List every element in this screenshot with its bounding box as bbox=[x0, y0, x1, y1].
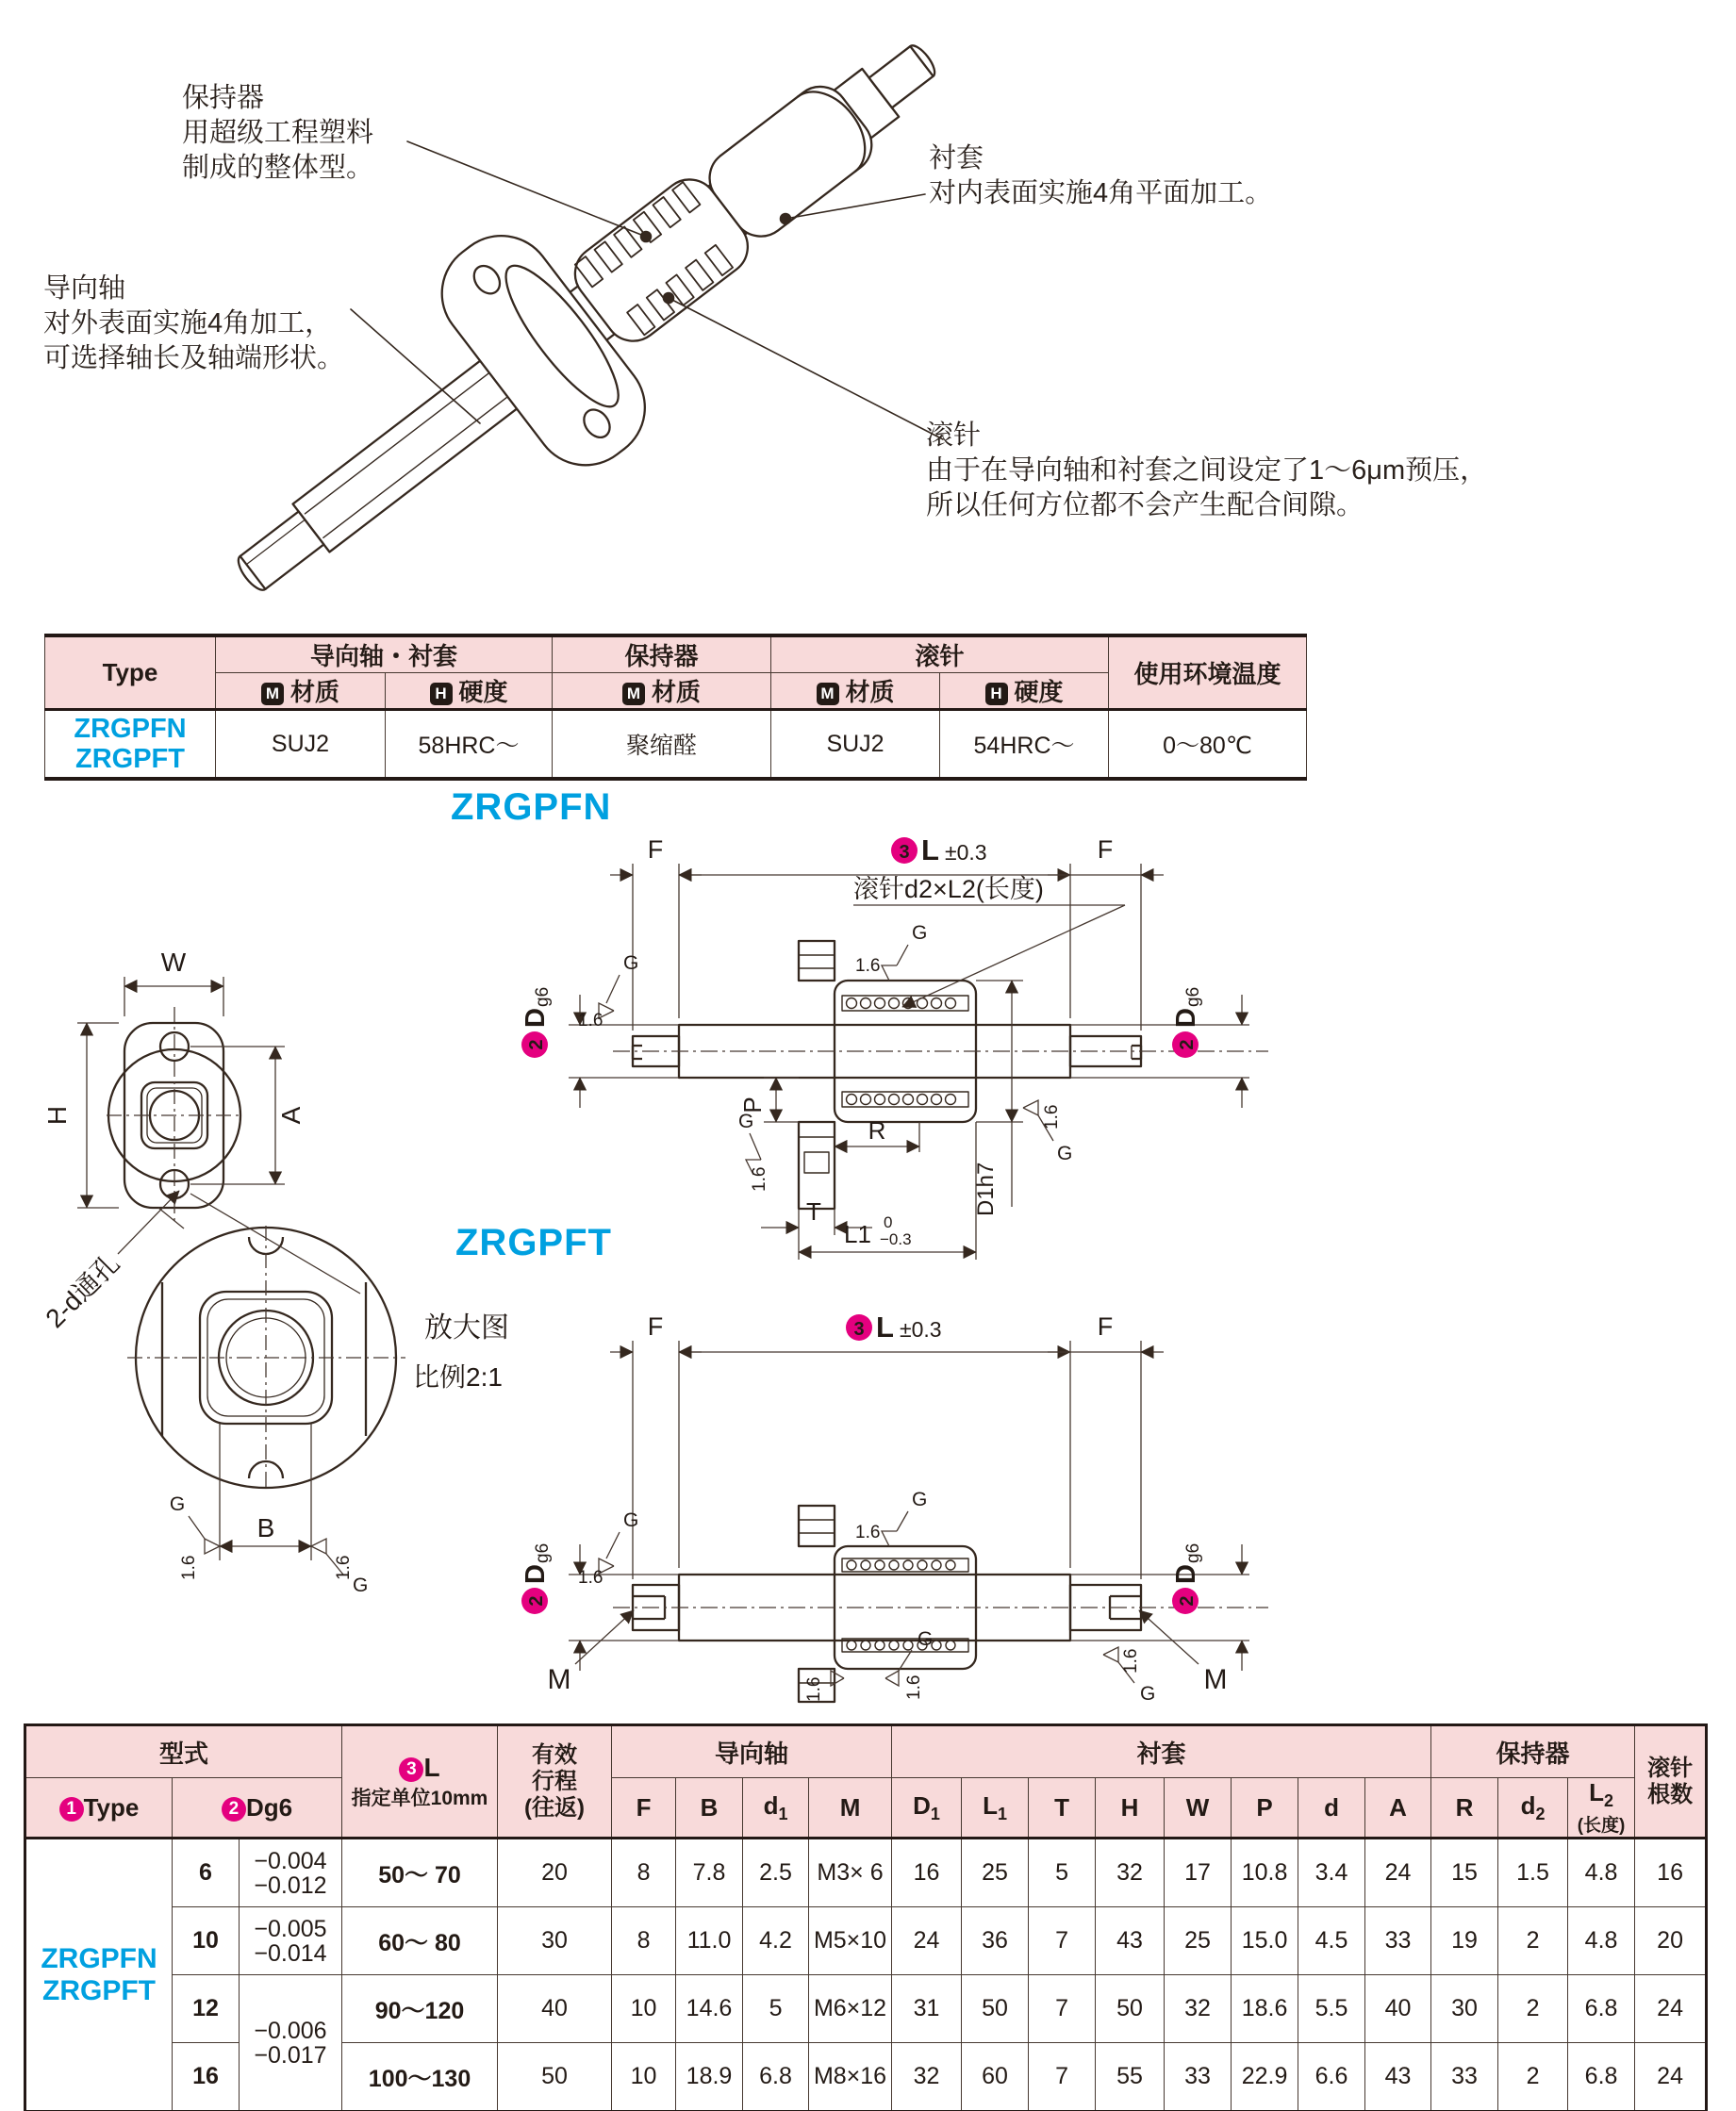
table-cell: M6×12 bbox=[809, 1975, 892, 2043]
table-cell: 30 bbox=[498, 1907, 612, 1975]
table-cell: 32 bbox=[1165, 1975, 1232, 2043]
table-cell: 90～120 bbox=[342, 1975, 498, 2043]
table-cell: 18.6 bbox=[1232, 1975, 1298, 2043]
dim-d1h7: D1h7 bbox=[973, 1162, 999, 1216]
svg-text:D: D bbox=[1171, 1008, 1201, 1028]
table-cell: 8 bbox=[612, 1839, 676, 1907]
spec-col-type: 1 Type bbox=[25, 1778, 173, 1839]
table-cell: 5 bbox=[1029, 1839, 1096, 1907]
callout-retainer-title: 保持器 bbox=[182, 83, 265, 113]
callout-needle-line: 所以任何方位都不会产生配合间隙。 bbox=[926, 490, 1364, 520]
table-cell: 7 bbox=[1029, 1975, 1096, 2043]
table-cell: 6.8 bbox=[1568, 1975, 1635, 2043]
finish-value: 1.6 bbox=[855, 1523, 881, 1542]
mat-col-type: Type bbox=[45, 635, 216, 710]
table-cell: 10.8 bbox=[1232, 1839, 1298, 1907]
svg-text:2: 2 bbox=[1177, 1039, 1198, 1050]
table-cell: 2 bbox=[1498, 1907, 1568, 1975]
finish-g: G bbox=[918, 1628, 934, 1650]
col-header: T bbox=[1029, 1778, 1096, 1839]
callout-bushing bbox=[929, 141, 1272, 211]
col-header: B bbox=[676, 1778, 743, 1839]
finish-value: 1.6 bbox=[804, 1676, 824, 1702]
table-cell: −0.005 −0.014 bbox=[240, 1907, 342, 1975]
table-cell: M8×16 bbox=[809, 2043, 892, 2111]
dim-f: F bbox=[1097, 1312, 1114, 1341]
col-header: R bbox=[1431, 1778, 1498, 1839]
col-header: H bbox=[1096, 1778, 1165, 1839]
dim-m: M bbox=[547, 1664, 571, 1695]
mat-group-retainer: 保持器 bbox=[553, 635, 771, 673]
mat-needle-hardness: 54HRC～ bbox=[940, 710, 1109, 780]
callout-guide-shaft-line: 对外表面实施4角加工， bbox=[43, 308, 333, 338]
col-header: M bbox=[809, 1778, 892, 1839]
mat-temperature: 0～80℃ bbox=[1109, 710, 1307, 780]
table-cell: 16 bbox=[892, 1839, 962, 1907]
finish-g: G bbox=[912, 922, 928, 944]
mat-col-temperature: 使用环境温度 bbox=[1109, 635, 1307, 710]
col-header: $L_1$ bbox=[962, 1778, 1029, 1839]
table-cell: 7.8 bbox=[676, 1839, 743, 1907]
table-cell: 7 bbox=[1029, 2043, 1096, 2111]
table-cell: 20 bbox=[1635, 1907, 1707, 1975]
table-cell: 4.8 bbox=[1568, 1839, 1635, 1907]
mat-shaft-material: SUJ2 bbox=[216, 710, 386, 780]
finish-value: 1.6 bbox=[578, 1011, 603, 1031]
table-cell: 50 bbox=[498, 2043, 612, 2111]
table-cell: 36 bbox=[962, 1907, 1029, 1975]
zrgpfn-title: ZRGPFN bbox=[451, 786, 612, 828]
spec-type-value: ZRGPFN ZRGPFT bbox=[25, 1839, 173, 2111]
callout-needle bbox=[926, 419, 1487, 523]
dim-dg6-left bbox=[521, 987, 553, 1058]
material-icon: M bbox=[622, 683, 645, 705]
mat-needle-material: SUJ2 bbox=[771, 710, 940, 780]
finish-g: G bbox=[912, 1489, 928, 1510]
table-cell: 24 bbox=[1365, 1839, 1431, 1907]
dim-f: F bbox=[1097, 835, 1114, 864]
col-header: $L_2$ (长度) bbox=[1568, 1778, 1635, 1839]
table-cell: 25 bbox=[962, 1839, 1029, 1907]
table-cell: 24 bbox=[1635, 2043, 1707, 2111]
zrgpft-title: ZRGPFT bbox=[455, 1222, 612, 1263]
finish-g: G bbox=[623, 952, 639, 974]
material-icon: M bbox=[261, 683, 284, 705]
zrgpfn-side-view bbox=[523, 801, 1292, 1278]
callout-guide-shaft-title: 导向轴 bbox=[43, 273, 126, 304]
mat-shaft-hardness: 58HRC～ bbox=[386, 710, 553, 780]
finish-g: G bbox=[738, 1111, 754, 1132]
table-cell: 12 bbox=[173, 1975, 240, 2043]
svg-text:D: D bbox=[521, 1008, 551, 1028]
dim-through-holes: 2-d通孔 bbox=[40, 1248, 125, 1334]
dim-l1-tol-upper: 0 bbox=[884, 1213, 893, 1231]
dim-l: L bbox=[921, 833, 939, 866]
table-cell: 4.2 bbox=[743, 1907, 809, 1975]
dim-dg6-left bbox=[521, 1543, 553, 1614]
table-cell: −0.004 −0.012 bbox=[240, 1839, 342, 1907]
needle-note: 滚针d2×L2(长度) bbox=[853, 875, 1044, 903]
table-cell: 19 bbox=[1431, 1907, 1498, 1975]
finish-value: 1.6 bbox=[750, 1166, 769, 1192]
col-header: F bbox=[612, 1778, 676, 1839]
dim-t: T bbox=[806, 1197, 821, 1226]
badge-3: 3 bbox=[899, 842, 910, 863]
table-cell: 7 bbox=[1029, 1907, 1096, 1975]
badge-3: 3 bbox=[853, 1319, 865, 1340]
table-cell: 33 bbox=[1431, 2043, 1498, 2111]
table-cell: 5 bbox=[743, 1975, 809, 2043]
dim-l: L bbox=[876, 1311, 894, 1344]
table-cell: 22.9 bbox=[1232, 2043, 1298, 2111]
table-cell: M3× 6 bbox=[809, 1839, 892, 1907]
table-cell: 33 bbox=[1165, 2043, 1232, 2111]
col-header: d bbox=[1298, 1778, 1365, 1839]
table-cell: 15.0 bbox=[1232, 1907, 1298, 1975]
callout-bushing-line: 对内表面实施4角平面加工。 bbox=[929, 178, 1273, 208]
table-cell: 43 bbox=[1365, 2043, 1431, 2111]
callout-guide-shaft bbox=[43, 272, 344, 376]
table-cell: 4.5 bbox=[1298, 1907, 1365, 1975]
hardness-icon: H bbox=[985, 683, 1008, 705]
table-cell: 50 bbox=[1096, 1975, 1165, 2043]
callout-retainer-line: 制成的整体型。 bbox=[182, 153, 374, 183]
dim-r: R bbox=[868, 1116, 886, 1145]
table-cell: 40 bbox=[1365, 1975, 1431, 2043]
spec-col-stroke: 有效 行程 (往返) bbox=[498, 1725, 612, 1839]
spec-col-needles: 滚针 根数 bbox=[1635, 1725, 1707, 1839]
finish-g: G bbox=[169, 1493, 186, 1515]
table-cell: 2 bbox=[1498, 2043, 1568, 2111]
callout-retainer bbox=[182, 81, 373, 186]
svg-text:g6: g6 bbox=[1183, 1542, 1203, 1563]
col-header: $d_2$ bbox=[1498, 1778, 1568, 1839]
mat-sub-hardness: H 硬度 bbox=[386, 673, 553, 710]
table-cell: 50 bbox=[962, 1975, 1029, 2043]
table-cell: M5×10 bbox=[809, 1907, 892, 1975]
dim-dg6-right bbox=[1171, 987, 1203, 1058]
table-cell: 6 bbox=[173, 1839, 240, 1907]
table-cell: 1.5 bbox=[1498, 1839, 1568, 1907]
mat-sub-material: M 材质 bbox=[216, 673, 386, 710]
table-cell: 40 bbox=[498, 1975, 612, 2043]
table-cell: 2 bbox=[1498, 1975, 1568, 2043]
dim-l1-tol-lower: −0.3 bbox=[880, 1230, 912, 1248]
table-cell: 32 bbox=[1096, 1839, 1165, 1907]
table-cell: 50～ 70 bbox=[342, 1839, 498, 1907]
dim-l-tol: ±0.3 bbox=[900, 1317, 942, 1342]
col-header: P bbox=[1232, 1778, 1298, 1839]
table-cell: 55 bbox=[1096, 2043, 1165, 2111]
callout-retainer-line: 用超级工程塑料 bbox=[182, 118, 374, 148]
col-header: W bbox=[1165, 1778, 1232, 1839]
magnified-scale-label: 比例2:1 bbox=[413, 1362, 503, 1392]
callout-needle-line: 由于在导向轴和衬套之间设定了1～6μm预压， bbox=[926, 455, 1488, 486]
dim-a: A bbox=[276, 1106, 306, 1125]
col-header: $D_1$ bbox=[892, 1778, 962, 1839]
svg-text:2: 2 bbox=[526, 1595, 547, 1607]
finish-value: 1.6 bbox=[1121, 1648, 1141, 1674]
dim-w: W bbox=[160, 948, 187, 977]
mat-sub-material: M 材质 bbox=[771, 673, 940, 710]
table-cell: 24 bbox=[892, 1907, 962, 1975]
spec-group-model: 型式 bbox=[25, 1725, 342, 1778]
badge-3: 3 bbox=[399, 1757, 423, 1782]
table-cell: 17 bbox=[1165, 1839, 1232, 1907]
table-cell: 10 bbox=[612, 1975, 676, 2043]
dim-f: F bbox=[647, 835, 664, 864]
table-cell: 8 bbox=[612, 1907, 676, 1975]
table-cell: 30 bbox=[1431, 1975, 1498, 2043]
dim-m: M bbox=[1203, 1664, 1228, 1695]
table-cell: 15 bbox=[1431, 1839, 1498, 1907]
mat-group-shaft-bushing: 导向轴・衬套 bbox=[216, 635, 553, 673]
table-cell: 60 bbox=[962, 2043, 1029, 2111]
table-cell: 10 bbox=[612, 2043, 676, 2111]
table-cell: 43 bbox=[1096, 1907, 1165, 1975]
svg-text:D: D bbox=[1171, 1564, 1201, 1584]
table-cell: 3.4 bbox=[1298, 1839, 1365, 1907]
materials-table bbox=[44, 634, 1307, 781]
table-cell: 16 bbox=[1635, 1839, 1707, 1907]
spec-col-l: 3 L 指定单位10mm bbox=[342, 1725, 498, 1839]
spec-group-shaft: 导向轴 bbox=[612, 1725, 892, 1778]
table-cell: 60～ 80 bbox=[342, 1907, 498, 1975]
spec-group-bushing: 衬套 bbox=[892, 1725, 1431, 1778]
spec-group-retainer: 保持器 bbox=[1431, 1725, 1635, 1778]
table-cell: −0.006 −0.017 bbox=[240, 1975, 342, 2111]
table-cell: 33 bbox=[1365, 1907, 1431, 1975]
finish-value: 1.6 bbox=[904, 1674, 924, 1700]
svg-text:D: D bbox=[521, 1564, 551, 1584]
table-cell: 20 bbox=[498, 1839, 612, 1907]
badge-2: 2 bbox=[222, 1797, 246, 1822]
dim-l1: L1 bbox=[844, 1220, 871, 1248]
table-cell: 16 bbox=[173, 2043, 240, 2111]
table-cell: 6.8 bbox=[1568, 2043, 1635, 2111]
callout-bushing-title: 衬套 bbox=[929, 143, 984, 173]
table-cell: 11.0 bbox=[676, 1907, 743, 1975]
table-cell: 18.9 bbox=[676, 2043, 743, 2111]
mat-type-value: ZRGPFN ZRGPFT bbox=[45, 710, 216, 780]
table-cell: 25 bbox=[1165, 1907, 1232, 1975]
col-header: A bbox=[1365, 1778, 1431, 1839]
hardness-icon: H bbox=[430, 683, 453, 705]
dim-h: H bbox=[42, 1105, 72, 1126]
mat-sub-material: M 材质 bbox=[553, 673, 771, 710]
spec-col-dg6: 2 Dg6 bbox=[173, 1778, 342, 1839]
mat-sub-hardness: H 硬度 bbox=[940, 673, 1109, 710]
finish-value: 1.6 bbox=[855, 956, 881, 976]
svg-text:2: 2 bbox=[1177, 1595, 1198, 1607]
dim-dg6-right bbox=[1171, 1543, 1203, 1614]
finish-value: 1.6 bbox=[578, 1568, 603, 1588]
svg-text:g6: g6 bbox=[533, 1542, 553, 1563]
finish-value: 1.6 bbox=[1042, 1104, 1062, 1130]
material-icon: M bbox=[817, 683, 839, 705]
dim-l-tol: ±0.3 bbox=[945, 840, 987, 865]
finish-value: 1.6 bbox=[179, 1555, 199, 1580]
col-header: $d_1$ bbox=[743, 1778, 809, 1839]
finish-g: G bbox=[353, 1575, 369, 1596]
svg-text:g6: g6 bbox=[1183, 986, 1203, 1007]
callout-needle-title: 滚针 bbox=[926, 421, 982, 451]
table-cell: 10 bbox=[173, 1907, 240, 1975]
dim-p: P bbox=[738, 1097, 767, 1113]
table-cell: 32 bbox=[892, 2043, 962, 2111]
table-cell: 14.6 bbox=[676, 1975, 743, 2043]
mat-retainer-material: 聚缩醛 bbox=[553, 710, 771, 780]
table-cell: 31 bbox=[892, 1975, 962, 2043]
table-cell: 24 bbox=[1635, 1975, 1707, 2043]
table-cell: 5.5 bbox=[1298, 1975, 1365, 2043]
table-cell: 6.6 bbox=[1298, 2043, 1365, 2111]
badge-1: 1 bbox=[59, 1797, 84, 1822]
svg-text:g6: g6 bbox=[533, 986, 553, 1007]
finish-g: G bbox=[1140, 1683, 1156, 1705]
table-cell: 100～130 bbox=[342, 2043, 498, 2111]
dim-b: B bbox=[256, 1513, 275, 1542]
table-cell: 2.5 bbox=[743, 1839, 809, 1907]
dim-f: F bbox=[647, 1312, 664, 1341]
table-cell: 4.8 bbox=[1568, 1907, 1635, 1975]
table-cell: 6.8 bbox=[743, 2043, 809, 2111]
spec-table bbox=[24, 1723, 1708, 2111]
finish-g: G bbox=[1057, 1143, 1073, 1164]
svg-text:2: 2 bbox=[526, 1039, 547, 1050]
finish-g: G bbox=[623, 1509, 639, 1531]
finish-value: 1.6 bbox=[334, 1555, 354, 1580]
zrgpft-side-view bbox=[523, 1259, 1292, 1707]
callout-guide-shaft-line: 可选择轴长及轴端形状。 bbox=[43, 343, 345, 373]
magnified-view-label: 放大图 bbox=[424, 1312, 509, 1344]
mat-group-needle: 滚针 bbox=[771, 635, 1109, 673]
